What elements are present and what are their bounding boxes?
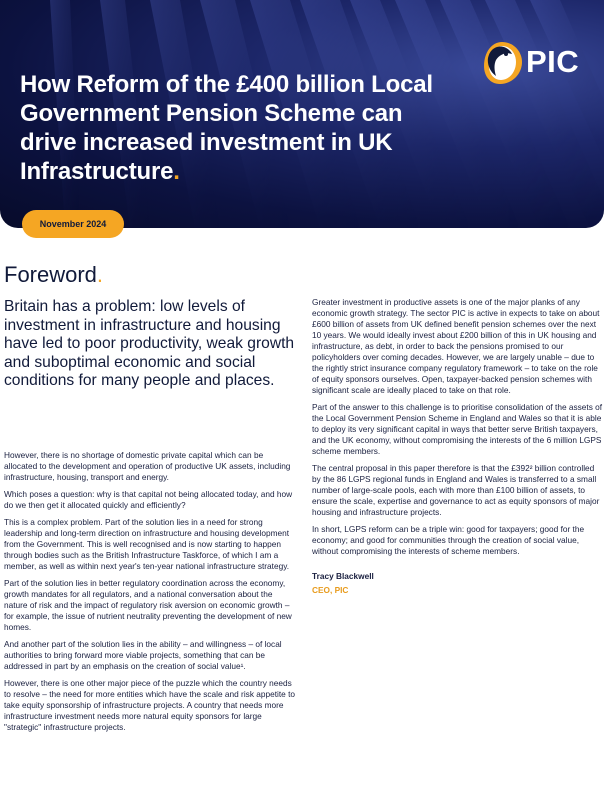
body-paragraph: Greater investment in productive assets is one of the major planks of any economic growth strategy. The sector PIC is active in expects to take on about £600 billion of assets from UK defined benefit pension schemes over the next 10 years. We would ideally invest about £200 billion of this in UK housing and infrastructure, as debt, in order to back the pensions promised to our policyholders over coming decades. However, we are largely unable – due to the rightly strict insurance company regulatory framework – to take on the role of equity sponsors ourselves. Open, taxpayer-backed pension schemes with significant scale are ideally placed to take on that role. [312,297,600,395]
foreword-accent-dot: . [96,262,104,287]
body-paragraph: The central proposal in this paper therefore is that the £392² billion controlled by the 86 LGPS regional funds in England and Wales is transferred to a small number of large-scale pools, each with more than £100 billion of assets, to ensure the scale, expertise and governance to act as equity sponsors of major housing and infrastructure projects. [312,463,600,517]
body-paragraph: This is a complex problem. Part of the solution lies in a need for strong leadership and long-term direction on infrastructure and housing development from the Government. This is well recognised and is now starting to happen through bodies such as the British Infrastructure Taskforce, of which I am a member, as well as within next year's ten-year national infrastructure strategy. [4,517,290,571]
logo-text: PIC [526,44,580,79]
right-column [312,297,604,602]
title-accent-dot: . [173,158,180,185]
lead-paragraph: Britain has a problem: low levels of investment in infrastructure and housing have led to poor productivity, weak growth and suboptimal economic and social conditions for many people and places. [4,298,295,390]
body-paragraph: Part of the solution lies in better regulatory coordination across the economy, growth mandates for all regulators, and a national conversation about the nature of risk and the impact of regulatory risk aversion on economic growth – for example, the issue of nutrient neutrality preventing the development of new homes. [4,578,292,632]
body-paragraph: However, there is no shortage of domestic private capital which can be allocated to the development and operation of productive UK assets, including infrastructure, housing, transport and energy. [4,450,291,482]
left-column [4,450,296,739]
body-paragraph: However, there is one other major piece of the puzzle which the country needs to resolve – the need for more entities which have the scale and risk appetite to take equity sponsorship of infrastructure projects. A country that needs more infrastructure investment needs more natural equity sponsors for large "strategic" infrastructure projects. [4,678,296,732]
page-title-text: How Reform of the £400 billion Local Government Pension Scheme can drive increased investment in UK Infrastructure [20,71,433,185]
pic-logo [482,40,592,90]
signature-role: CEO, PIC [312,585,349,595]
body-paragraph: Part of the answer to this challenge is to prioritise consolidation of the assets of the Local Government Pension Scheme in England and Wales so that it is able to deploy its very significant capital in ways that better serve British taxpayers, and the UK economy, without compromising the interests of the 6 million LGPS scheme members. [312,402,603,456]
foreword-heading-text: Foreword [4,262,97,287]
signature-name: Tracy Blackwell [312,571,374,581]
puffin-icon [482,40,522,86]
body-paragraph: In short, LGPS reform can be a triple win: good for taxpayers; good for the economy; and good for communities through the creation of social value, without compromising the interests of scheme members. [312,524,585,556]
body-paragraph: Which poses a question: why is that capital not being allocated today, and how do we then get it allocated quickly and efficiently? [4,489,293,510]
page-title [20,70,440,186]
body-paragraph: And another part of the solution lies in the ability – and willingness – of local authorities to bring forward more viable projects, something that can be addressed in part by an emphasis on the creation of social value¹. [4,639,282,671]
foreword-heading [4,262,103,288]
hero-banner [0,0,604,228]
date-badge: November 2024 [22,210,124,238]
